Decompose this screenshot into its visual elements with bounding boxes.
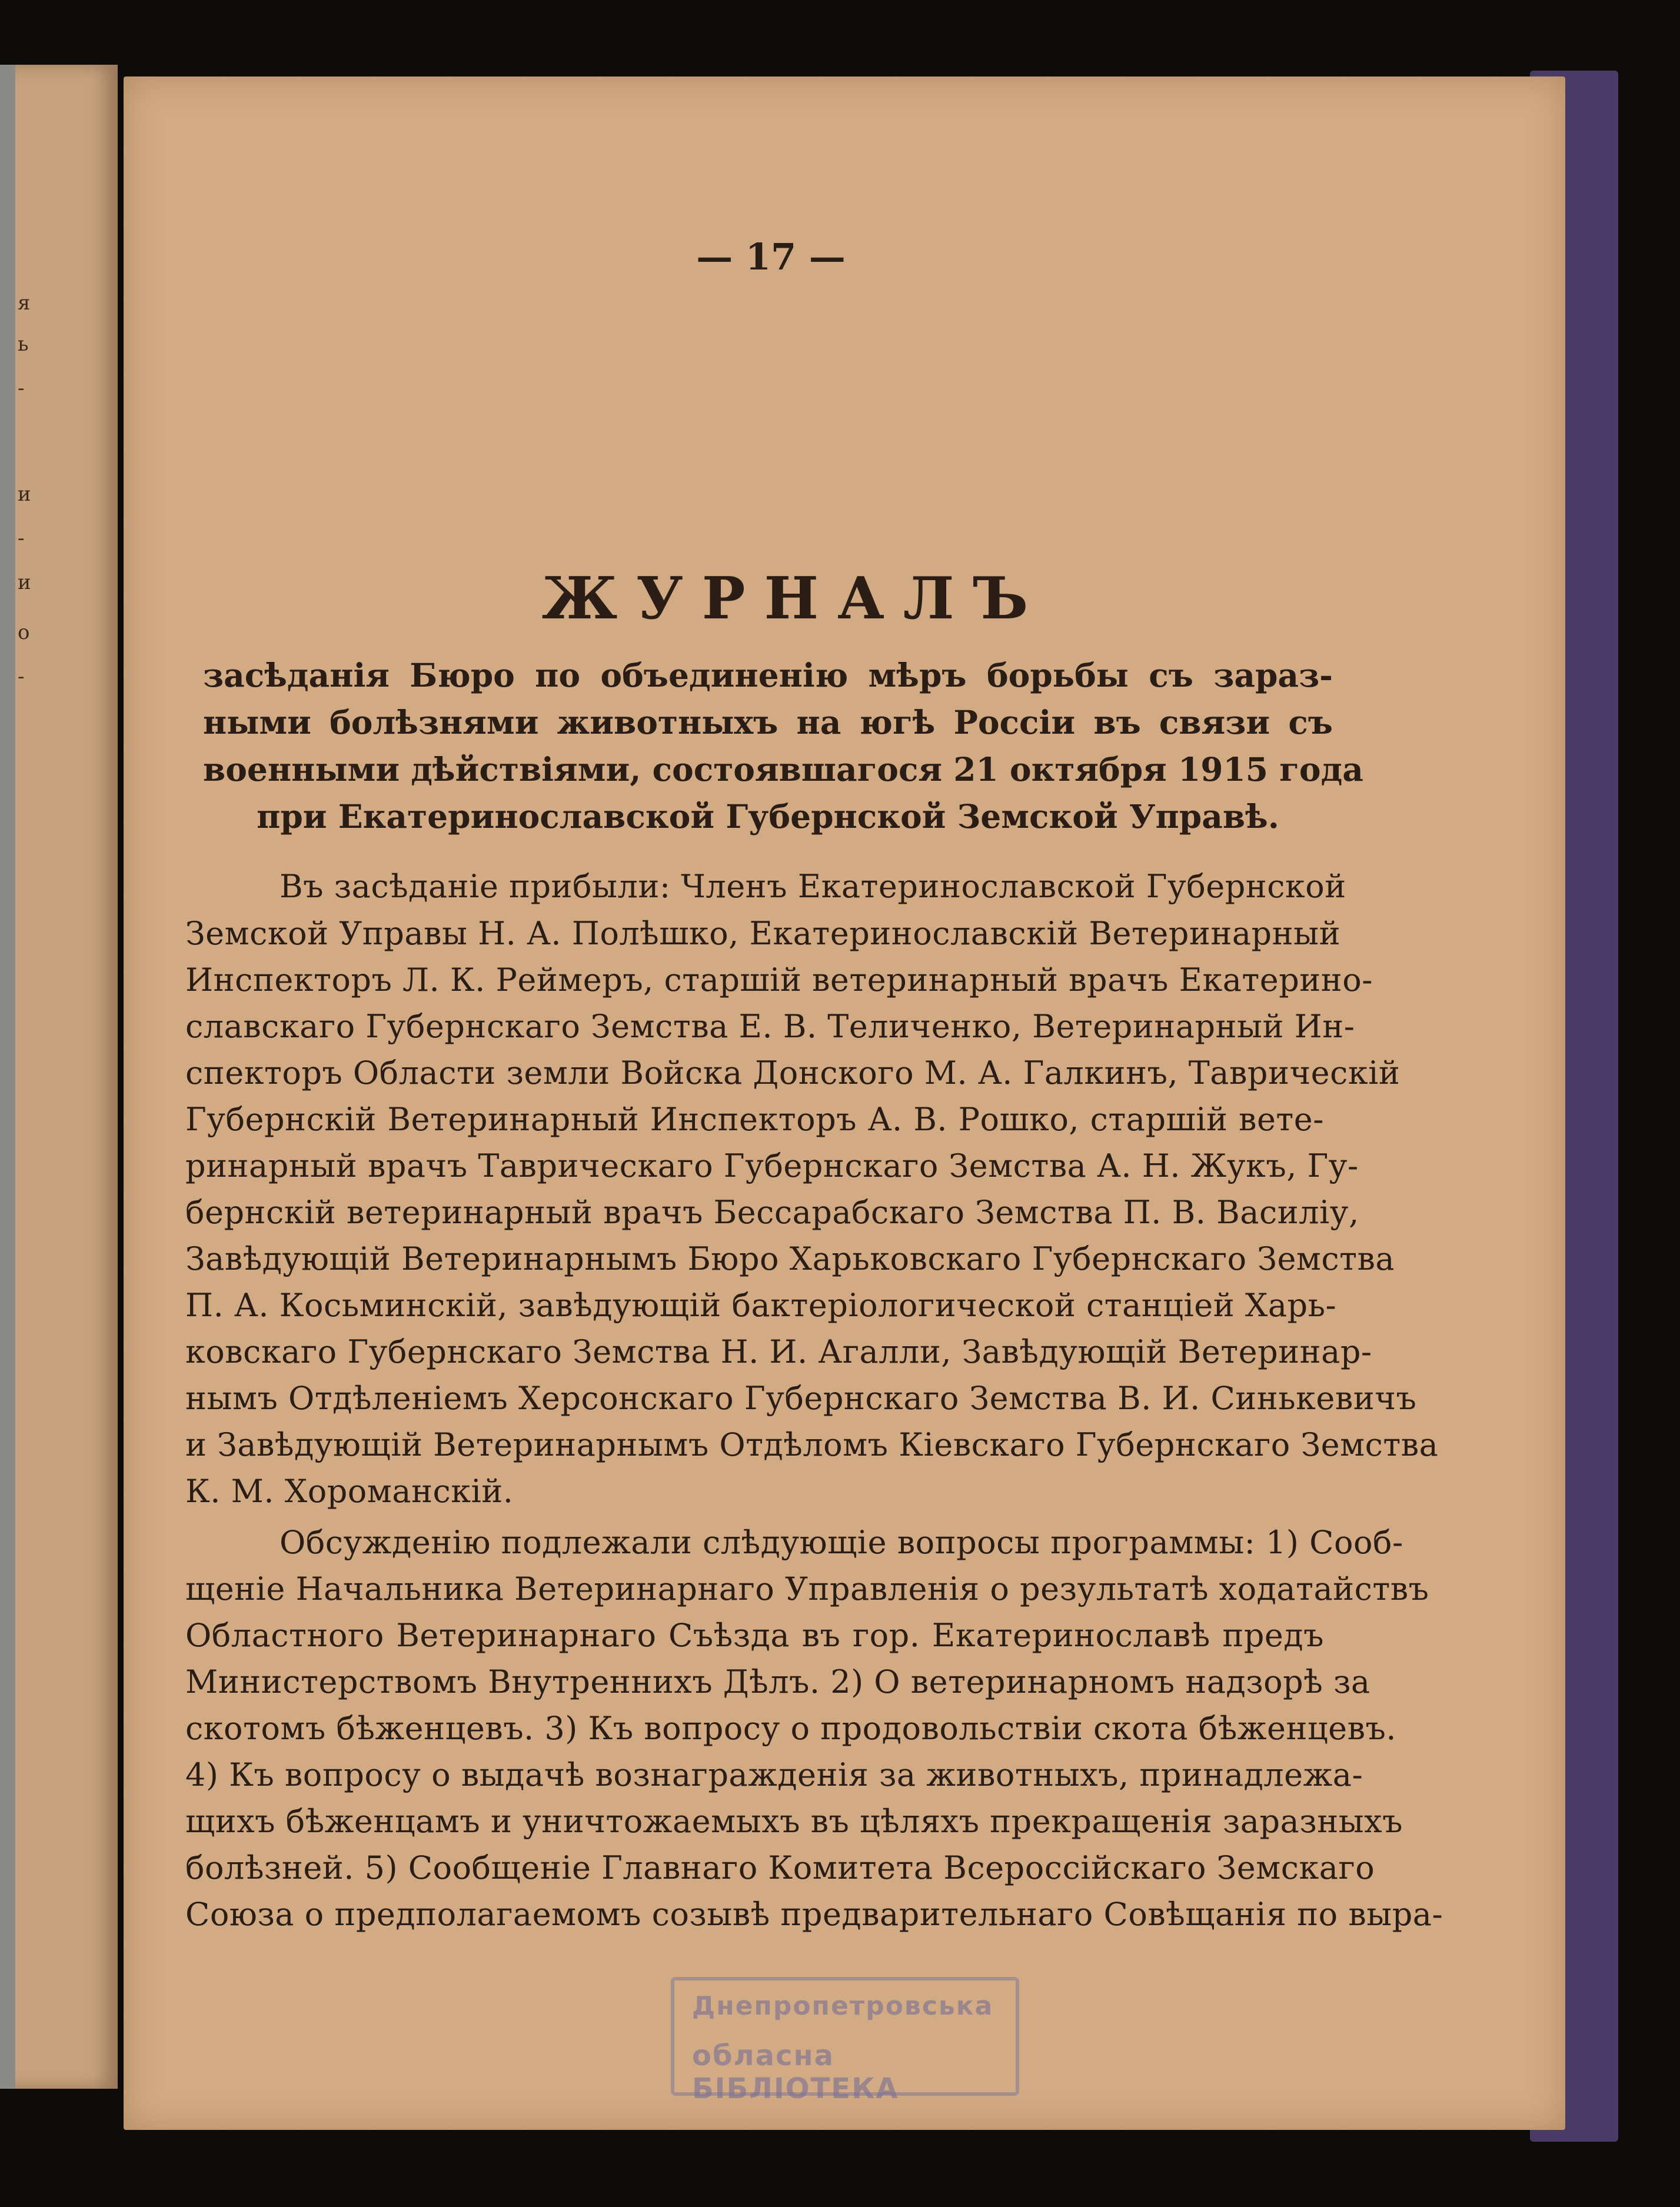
left-margin-fragment: - (18, 377, 25, 400)
left-page (0, 65, 118, 2089)
left-margin-fragment: я (18, 291, 31, 315)
left-margin-fragment: - (18, 665, 25, 688)
paragraph-1-line: Губернскій Ветеринарный Инспекторъ А. В. Рошко, старшій вете- (185, 1101, 1324, 1138)
paragraph-1-line: ковскаго Губернскаго Земства Н. И. Агалли, Завѣдующій Ветеринар- (185, 1333, 1372, 1370)
library-stamp (671, 1977, 1019, 2105)
document-title: ЖУРНАЛЪ (541, 565, 1047, 633)
subtitle-line: при Екатеринославской Губернской Земской Управѣ. (257, 797, 1279, 835)
paragraph-1-line: Завѣдующій Ветеринарнымъ Бюро Харьковскаго Губернскаго Земства (185, 1240, 1395, 1277)
paragraph-2-line: Министерствомъ Внутреннихъ Дѣлъ. 2) О ветеринарномъ надзорѣ за (185, 1663, 1370, 1700)
paragraph-2-line: щеніе Начальника Ветеринарнаго Управленія о результатѣ ходатайствъ (185, 1570, 1429, 1607)
page-number: — 17 — (696, 235, 846, 278)
left-margin-fragment: и (18, 571, 31, 594)
left-margin-fragment: и (18, 482, 31, 506)
left-margin-fragment: ь (18, 332, 29, 356)
paragraph-2-line: 4) Къ вопросу о выдачѣ вознагражденія за животныхъ, принадлежа- (185, 1756, 1363, 1793)
paragraph-1-line: ринарный врачъ Таврическаго Губернскаго Земства А. Н. Жукъ, Гу- (185, 1147, 1359, 1184)
subtitle-line: засѣданія Бюро по объединенію мѣръ борьбы съ зараз- (203, 656, 1333, 694)
paragraph-1-line: бернскій ветеринарный врачъ Бессарабскаго Земства П. В. Василіу, (185, 1194, 1359, 1231)
paragraph-1-line: Въ засѣданіе прибыли: Членъ Екатеринославской Губернской (280, 868, 1346, 905)
paragraph-1-line: славскаго Губернскаго Земства Е. В. Теличенко, Ветеринарный Ин- (185, 1008, 1355, 1045)
paragraph-2-line: болѣзней. 5) Сообщеніе Главнаго Комитета Всероссійскаго Земскаго (185, 1849, 1375, 1886)
left-margin-fragment: - (18, 527, 25, 550)
paragraph-2-line: Обсужденію подлежали слѣдующіе вопросы программы: 1) Сооб- (280, 1524, 1403, 1561)
stamp-line-2: обласна БІБЛІОТЕКА (692, 2039, 899, 2105)
paragraph-1-line: К. М. Хороманскій. (185, 1473, 514, 1510)
paragraph-1-line: спекторъ Области земли Войска Донского М. А. Галкинъ, Таврическій (185, 1054, 1400, 1091)
paragraph-1-line: Земской Управы Н. А. Полѣшко, Екатеринославскій Ветеринарный (185, 915, 1341, 952)
paragraph-2-line: Областного Ветеринарнаго Съѣзда въ гор. Екатеринославѣ предъ (185, 1617, 1324, 1654)
left-margin-fragment: о (18, 621, 30, 644)
subtitle-line: военными дѣйствіями, состоявшагося 21 октября 1915 года (203, 750, 1363, 788)
paragraph-1-line: и Завѣдующій Ветеринарнымъ Отдѣломъ Кіевскаго Губернскаго Земства (185, 1426, 1439, 1463)
paragraph-2-line: щихъ бѣженцамъ и уничтожаемыхъ въ цѣляхъ прекращенія заразныхъ (185, 1803, 1403, 1840)
paragraph-2-line: скотомъ бѣженцевъ. 3) Къ вопросу о продовольствіи скота бѣженцевъ. (185, 1710, 1397, 1747)
stamp-line-1: Днепропетровська (692, 1991, 994, 2021)
paragraph-1-line: П. А. Косьминскій, завѣдующій бактеріологической станціей Харь- (185, 1287, 1337, 1324)
paragraph-2-line: Союза о предполагаемомъ созывѣ предварительнаго Совѣщанія по выра- (185, 1896, 1443, 1933)
binding-cloth (0, 65, 15, 2089)
paragraph-1-line: Инспекторъ Л. К. Реймеръ, старшій ветеринарный врачъ Екатерино- (185, 961, 1373, 998)
paragraph-1-line: нымъ Отдѣленіемъ Херсонскаго Губернскаго Земства В. И. Синькевичъ (185, 1380, 1417, 1417)
subtitle-line: ными болѣзнями животныхъ на югѣ Россіи въ связи съ (203, 703, 1333, 741)
